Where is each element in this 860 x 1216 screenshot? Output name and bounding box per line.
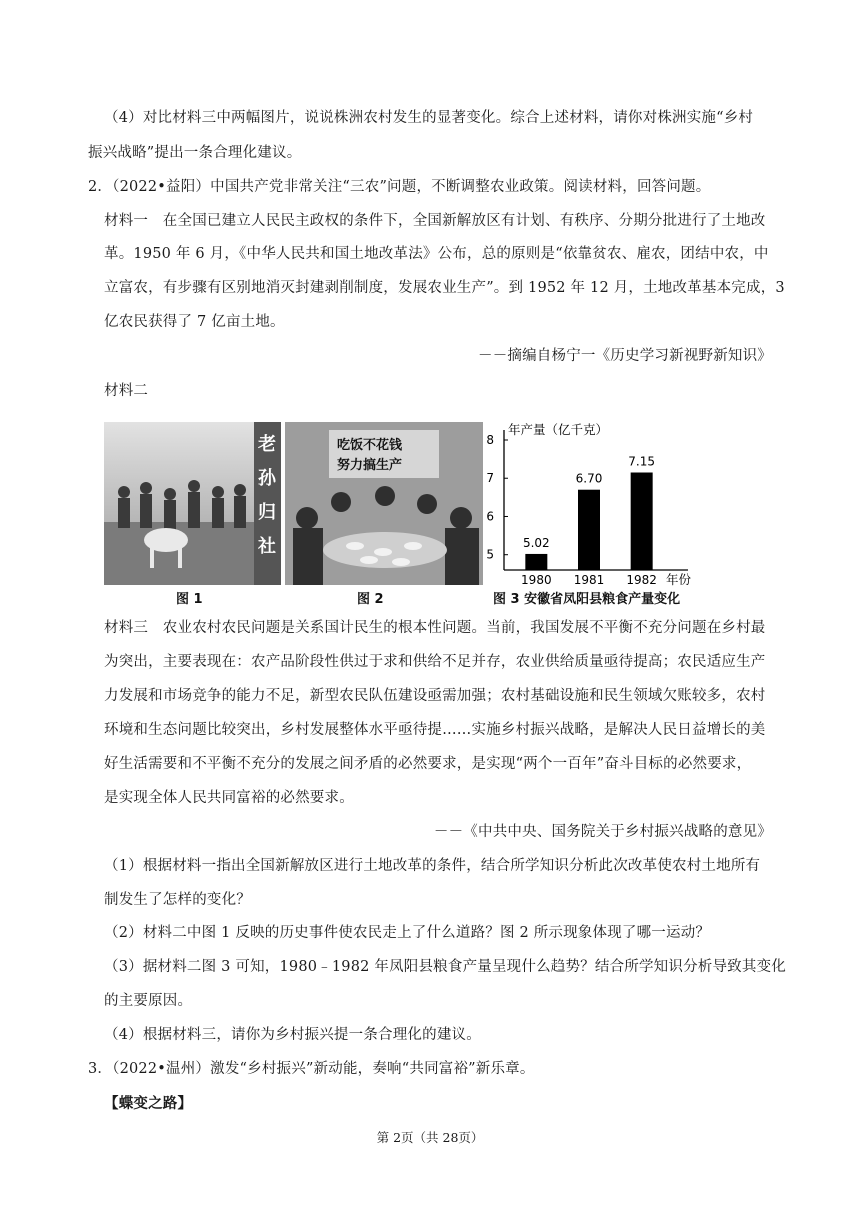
figure3-caption: 图 3 安徽省凤阳县粮食产量变化 bbox=[493, 592, 681, 607]
figure2-slogan-line1: 吃饭不花钱 bbox=[337, 438, 403, 453]
y-axis-label: 年产量（亿千克） bbox=[508, 422, 609, 437]
q2-material1-line1: 材料一 在全国已建立人民民主政权的条件下，全国新解放区有计划、有秩序、分期分批进行了土地改 bbox=[104, 213, 766, 229]
figure1-photo bbox=[104, 422, 281, 585]
q2-material3-line2: 为突出，主要表现在：农产品阶段性供过于求和供给不足并存，农业供给质量亟待提高；农民适应生产 bbox=[104, 654, 766, 670]
figure1-banner: 老孙归社 bbox=[258, 434, 276, 557]
q2-part1-line2: 制发生了怎样的变化？ bbox=[104, 892, 251, 908]
q3-section-heading: 【蝶变之路】 bbox=[104, 1095, 193, 1112]
y-tick-label: 8 bbox=[486, 433, 494, 447]
y-tick-label: 5 bbox=[486, 547, 494, 562]
bar-1980 bbox=[525, 554, 547, 570]
y-tick-label: 6 bbox=[486, 509, 494, 524]
q2-intro: 2．（2022•益阳）中国共产党非常关注“三农”问题，不断调整农业政策。阅读材料，回答问题。 bbox=[88, 179, 711, 195]
x-tick-label-1981: 1981 bbox=[573, 573, 605, 587]
page-footer: 第 2页（共 28页） bbox=[376, 1130, 484, 1145]
q2-material3-line4: 环境和生态问题比较突出，乡村发展整体水平亟待提……实施乡村振兴战略，是解决人民日益增长的美 bbox=[104, 722, 766, 738]
q2-material1-line3: 立富农，有步骤有区别地消灭封建剥削制度，发展农业生产”。到 1952 年 12 月，土地改革基本完成，3 bbox=[104, 280, 785, 296]
q2-material3-line5: 好生活需要和不平衡不充分的发展之间矛盾的必然要求，是实现“两个一百年”奋斗目标的必然要求， bbox=[104, 756, 752, 772]
figure3-chart bbox=[448, 412, 692, 587]
q2-material3-line6: 是实现全体人民共同富裕的必然要求。 bbox=[104, 790, 354, 806]
bar-1981 bbox=[578, 490, 600, 570]
q2-material3-line1: 材料三 农业农村农民问题是关系国计民生的根本性问题。当前，我国发展不平衡不充分问题在乡村最 bbox=[104, 620, 766, 636]
q2-material3-line3: 力发展和市场竞争的能力不足，新型农民队伍建设亟需加强；农村基础设施和民生领域欠账较多，农村 bbox=[104, 688, 766, 704]
q1-part4-line2: 振兴战略”提出一条合理化建议。 bbox=[88, 145, 302, 161]
x-axis-label: 年份 bbox=[666, 572, 692, 587]
q1-part4-line1: （4）对比材料三中两幅图片，说说株洲农村发生的显著变化。综合上述材料，请你对株洲实施“乡村 bbox=[104, 110, 754, 126]
q2-part2: （2）材料二中图 1 反映的历史事件使农民走上了什么道路？图 2 所示现象体现了哪一运动？ bbox=[104, 925, 711, 941]
figure2-caption: 图 2 bbox=[357, 592, 384, 607]
x-tick-label-1982: 1982 bbox=[626, 573, 657, 587]
q2-part1-line1: （1）根据材料一指出全国新解放区进行土地改革的条件，结合所学知识分析此次改革使农村土地所有 bbox=[104, 858, 761, 874]
q3-intro: 3．（2022•温州）激发“乡村振兴”新动能，奏响“共同富裕”新乐章。 bbox=[88, 1061, 535, 1077]
bar-1982 bbox=[631, 473, 653, 571]
q2-material1-line4: 亿农民获得了 7 亿亩土地。 bbox=[104, 314, 285, 330]
data-label-1980: 5.02 bbox=[522, 535, 550, 550]
figure1-caption: 图 1 bbox=[176, 592, 203, 607]
q2-material2-label: 材料二 bbox=[104, 383, 149, 399]
data-label-1982: 7.15 bbox=[628, 454, 656, 469]
data-label-1981: 6.70 bbox=[575, 471, 603, 486]
x-tick-label-1980: 1980 bbox=[521, 573, 552, 587]
y-tick-label: 7 bbox=[486, 471, 494, 486]
figure2-slogan-line2: 努力搞生产 bbox=[337, 458, 403, 473]
q2-part4: （4）根据材料三，请你为乡村振兴提一条合理化的建议。 bbox=[104, 1027, 481, 1043]
q2-material3-source: －－《中共中央、国务院关于乡村振兴战略的意见》 bbox=[433, 824, 772, 840]
figure1-illustration bbox=[104, 422, 281, 585]
q2-part3-line1: （3）据材料二图 3 可知，1980﹣1982 年凤阳县粮食产量呈现什么趋势？结合所学知识分析导致其变化 bbox=[104, 959, 786, 975]
q2-material1-line2: 革。1950 年 6 月，《中华人民共和国土地改革法》公布，总的原则是“依靠贫农、雇农，团结中农，中 bbox=[104, 246, 769, 262]
q2-part3-line2: 的主要原因。 bbox=[104, 993, 193, 1009]
q2-material1-source: －－摘编自杨宁一《历史学习新视野新知识》 bbox=[478, 348, 772, 364]
